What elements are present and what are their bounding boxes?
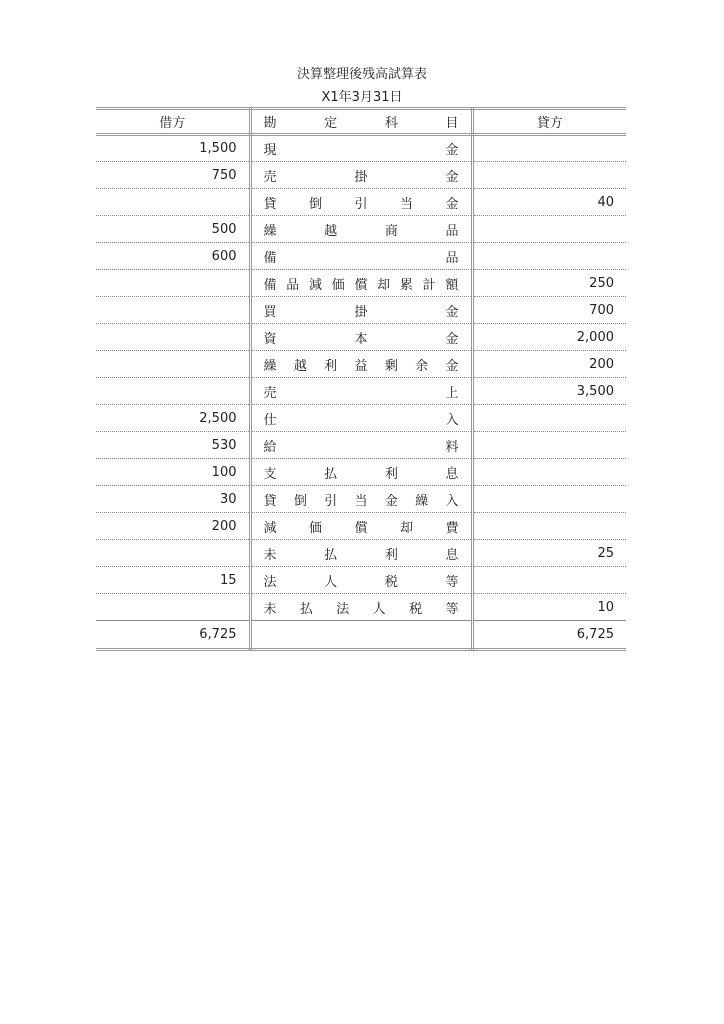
debit-cell: [96, 324, 250, 351]
account-name: 給 料: [263, 439, 459, 455]
account-name: 買 掛 金: [263, 304, 459, 320]
debit-cell: [96, 189, 250, 216]
credit-cell: 200: [472, 351, 626, 378]
account-name: 法 人 税 等: [263, 574, 459, 590]
account-cell: [250, 432, 472, 459]
account-name: 現 金: [263, 143, 459, 158]
account-name: 繰 越 利 益 剰 余 金: [263, 358, 459, 374]
account-cell: [250, 513, 472, 540]
account-total-blank: [250, 621, 472, 650]
account-name: 減 価 償 却 費: [263, 520, 459, 536]
credit-cell: 10: [472, 594, 626, 621]
table-header-row: [96, 109, 626, 135]
account-name: 貸 倒 引 当 金: [263, 196, 459, 212]
debit-cell: 2,500: [96, 405, 250, 432]
table-row: [96, 243, 626, 270]
account-name: 繰 越 商 品: [263, 223, 459, 239]
account-cell: [250, 594, 472, 621]
account-name: 備 品: [263, 250, 459, 266]
credit-header: 貸方: [472, 109, 626, 135]
credit-cell: [472, 513, 626, 540]
account-cell: [250, 540, 472, 567]
table-row: [96, 351, 626, 378]
table-row: [96, 540, 626, 567]
account-cell: [250, 297, 472, 324]
debit-cell: 750: [96, 162, 250, 189]
table-row: [96, 135, 626, 162]
table-row: [96, 432, 626, 459]
credit-cell: [472, 432, 626, 459]
credit-cell: 700: [472, 297, 626, 324]
document-title: 決算整理後残高試算表: [296, 67, 427, 82]
account-cell: [250, 405, 472, 432]
debit-cell: 15: [96, 567, 250, 594]
account-name: 売 掛 金: [263, 169, 459, 185]
table-row: [96, 513, 626, 540]
account-cell: [250, 486, 472, 513]
account-rows: [96, 135, 626, 621]
document-date: X1年3月31日: [321, 90, 403, 105]
totals-row: [96, 621, 626, 650]
debit-cell: [96, 270, 250, 297]
table-row: [96, 162, 626, 189]
credit-cell: [472, 405, 626, 432]
debit-cell: 530: [96, 432, 250, 459]
table-row: [96, 324, 626, 351]
account-cell: [250, 270, 472, 297]
credit-total: 6,725: [472, 621, 626, 650]
account-name: 仕 入: [263, 412, 459, 428]
debit-cell: 200: [96, 513, 250, 540]
table-row: [96, 594, 626, 621]
account-header: [250, 109, 472, 135]
table-row: [96, 378, 626, 405]
debit-cell: 100: [96, 459, 250, 486]
credit-cell: 40: [472, 189, 626, 216]
account-cell: [250, 459, 472, 486]
account-cell: [250, 162, 472, 189]
debit-cell: [96, 594, 250, 621]
account-cell: [250, 378, 472, 405]
debit-cell: 500: [96, 216, 250, 243]
table-row: [96, 297, 626, 324]
credit-cell: 2,000: [472, 324, 626, 351]
credit-cell: [472, 567, 626, 594]
account-cell: [250, 135, 472, 162]
account-cell: [250, 567, 472, 594]
debit-cell: [96, 378, 250, 405]
account-cell: [250, 216, 472, 243]
credit-cell: [472, 486, 626, 513]
account-cell: [250, 189, 472, 216]
account-name: 支 払 利 息: [263, 466, 459, 482]
account-name: 備 品 減 価 償 却 累 計 額: [263, 277, 459, 293]
credit-cell: [472, 459, 626, 486]
credit-cell: [472, 135, 626, 162]
table-row: [96, 459, 626, 486]
table-row: [96, 486, 626, 513]
credit-cell: [472, 216, 626, 243]
credit-cell: 250: [472, 270, 626, 297]
credit-cell: 3,500: [472, 378, 626, 405]
credit-cell: [472, 243, 626, 270]
debit-cell: 1,500: [96, 135, 250, 162]
debit-cell: [96, 351, 250, 378]
trial-balance-table: [96, 107, 626, 651]
account-cell: [250, 243, 472, 270]
table-row: [96, 405, 626, 432]
table-row: [96, 270, 626, 297]
debit-header: 借方: [96, 109, 250, 135]
account-name: 未 払 利 息: [263, 547, 459, 563]
debit-cell: [96, 540, 250, 567]
table-row: [96, 189, 626, 216]
credit-cell: [472, 162, 626, 189]
account-name: 売 上: [263, 385, 459, 401]
account-name: 貸 倒 引 当 金 繰 入: [263, 493, 459, 509]
debit-cell: 30: [96, 486, 250, 513]
table-row: [96, 216, 626, 243]
debit-total: 6,725: [96, 621, 250, 650]
account-name: 資 本 金: [263, 331, 459, 347]
table-row: [96, 567, 626, 594]
debit-cell: [96, 297, 250, 324]
account-header-label: 勘 定 科 目: [263, 116, 459, 131]
account-cell: [250, 324, 472, 351]
account-cell: [250, 351, 472, 378]
credit-cell: 25: [472, 540, 626, 567]
account-name: 未 払 法 人 税 等: [263, 601, 459, 617]
debit-cell: 600: [96, 243, 250, 270]
